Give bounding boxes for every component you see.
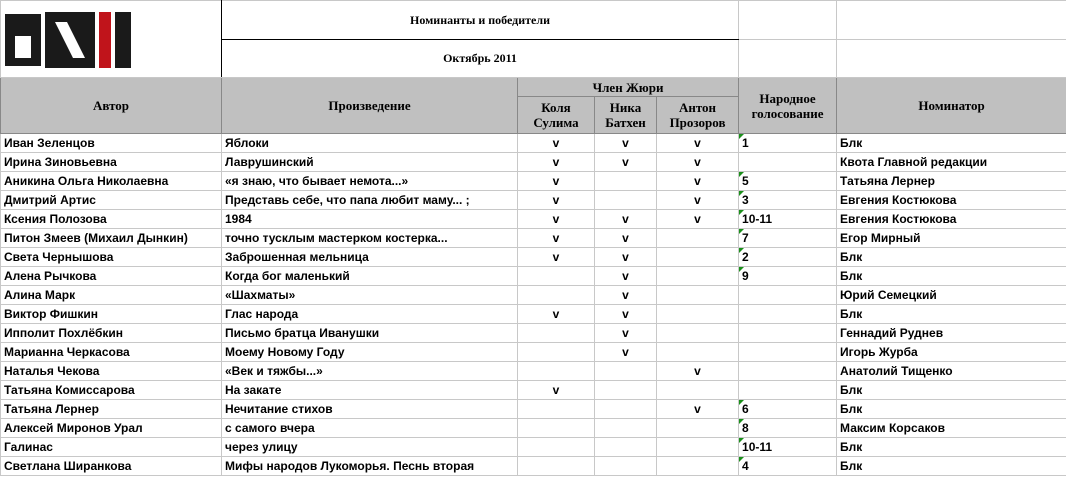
work-cell[interactable]: Нечитание стихов [222,400,518,419]
author-cell[interactable]: Ксения Полозова [1,210,222,229]
author-cell[interactable]: Алина Марк [1,286,222,305]
table-row [1,248,1066,267]
nominator-cell[interactable]: Евгения Костюкова [837,191,1066,210]
jury-check-cell[interactable]: v [595,324,657,343]
work-cell[interactable]: Когда бог маленький [222,267,518,286]
author-cell[interactable]: Виктор Фишкин [1,305,222,324]
vote-cell[interactable]: 3 [739,191,837,210]
jury-check-cell[interactable]: v [518,153,595,172]
table-row [1,153,1066,172]
empty-cell[interactable] [837,1,1066,40]
vote-cell[interactable] [739,362,837,381]
jury-check-cell[interactable]: v [518,305,595,324]
jury-check-cell[interactable] [518,400,595,419]
jury-check-cell[interactable]: v [657,172,739,191]
author-cell[interactable]: Светлана Ширанкова [1,457,222,476]
author-cell[interactable]: Алена Рычкова [1,267,222,286]
jury-check-cell[interactable]: v [595,153,657,172]
table-row [1,419,1066,438]
jury-check-cell[interactable] [518,362,595,381]
empty-cell[interactable] [739,1,837,40]
jury-check-cell[interactable] [595,191,657,210]
table-row [1,381,1066,400]
jury-check-cell[interactable] [657,457,739,476]
nominator-cell[interactable]: Блк [837,438,1066,457]
author-cell[interactable]: Света Чернышова [1,248,222,267]
work-cell[interactable]: «Век и тяжбы...» [222,362,518,381]
jury-check-cell[interactable] [657,248,739,267]
jury-check-cell[interactable] [657,419,739,438]
table-row [1,286,1066,305]
jury-check-cell[interactable]: v [657,191,739,210]
author-cell[interactable]: Алексей Миронов Урал [1,419,222,438]
author-cell[interactable]: Галинас [1,438,222,457]
jury-check-cell[interactable] [595,172,657,191]
work-cell[interactable]: Лаврушинский [222,153,518,172]
table-row [1,172,1066,191]
jury-check-cell[interactable] [518,267,595,286]
author-cell[interactable]: Аникина Ольга Николаевна [1,172,222,191]
jury-check-cell[interactable] [657,381,739,400]
jury-check-cell[interactable]: v [595,248,657,267]
jury-check-cell[interactable] [518,438,595,457]
table-row [1,438,1066,457]
work-cell[interactable]: Представь себе, что папа любит маму... ; [222,191,518,210]
jury-check-cell[interactable]: v [595,229,657,248]
vote-cell[interactable]: 8 [739,419,837,438]
table-row [1,267,1066,286]
nominator-cell[interactable]: Егор Мирный [837,229,1066,248]
work-cell[interactable]: «я знаю, что бывает немота...» [222,172,518,191]
jury-check-cell[interactable]: v [518,248,595,267]
nominator-cell[interactable]: Юрий Семецкий [837,286,1066,305]
nominator-cell[interactable]: Игорь Журба [837,343,1066,362]
table-row [1,457,1066,476]
logo-cell [1,1,222,78]
jury-check-cell[interactable] [518,343,595,362]
col-header-jury-3: Антон Прозоров [657,97,739,134]
jury-check-cell[interactable]: v [657,153,739,172]
author-cell[interactable]: Иван Зеленцов [1,134,222,153]
jury-check-cell[interactable]: v [657,400,739,419]
col-header-jury: Член Жюри [518,78,739,97]
jury-check-cell[interactable] [657,324,739,343]
vote-cell[interactable]: 9 [739,267,837,286]
nominator-cell[interactable]: Блк [837,305,1066,324]
page-subtitle: Октябрь 2011 [222,39,739,78]
author-cell[interactable]: Марианна Черкасова [1,343,222,362]
jury-check-cell[interactable]: v [595,305,657,324]
work-cell[interactable]: точно тусклым мастерком костерка... [222,229,518,248]
work-cell[interactable]: с самого вчера [222,419,518,438]
jury-check-cell[interactable] [595,419,657,438]
jury-check-cell[interactable] [657,438,739,457]
jury-check-cell[interactable]: v [518,210,595,229]
nominator-cell[interactable]: Блк [837,400,1066,419]
empty-cell[interactable] [837,39,1066,78]
jury-check-cell[interactable] [657,305,739,324]
empty-cell[interactable] [739,39,837,78]
nominator-cell[interactable]: Максим Корсаков [837,419,1066,438]
nominator-cell[interactable]: Квота Главной редакции [837,153,1066,172]
jury-check-cell[interactable]: v [518,134,595,153]
jury-check-cell[interactable] [595,438,657,457]
col-header-nominator: Номинатор [837,78,1066,134]
jury-check-cell[interactable]: v [595,210,657,229]
work-cell[interactable]: «Шахматы» [222,286,518,305]
jury-check-cell[interactable]: v [595,134,657,153]
col-header-author: Автор [1,78,222,134]
table-row [1,305,1066,324]
author-cell[interactable]: Дмитрий Артис [1,191,222,210]
author-cell[interactable]: Наталья Чекова [1,362,222,381]
work-cell[interactable]: Письмо братца Иванушки [222,324,518,343]
jury-check-cell[interactable]: v [657,210,739,229]
vote-cell[interactable] [739,153,837,172]
author-cell[interactable]: Ипполит Похлёбкин [1,324,222,343]
vote-cell[interactable]: 1 [739,134,837,153]
col-header-work: Произведение [222,78,518,134]
vote-cell[interactable] [739,343,837,362]
author-cell[interactable]: Ирина Зиновьевна [1,153,222,172]
col-header-jury-2: Ника Батхен [595,97,657,134]
work-cell[interactable]: через улицу [222,438,518,457]
vote-cell[interactable]: 7 [739,229,837,248]
jury-check-cell[interactable] [657,286,739,305]
vote-cell[interactable] [739,381,837,400]
work-cell[interactable]: Мифы народов Лукоморья. Песнь вторая [222,457,518,476]
table-row [1,324,1066,343]
nominator-cell[interactable]: Блк [837,134,1066,153]
vote-cell[interactable]: 10-11 [739,210,837,229]
jury-check-cell[interactable] [657,343,739,362]
vote-cell[interactable]: 5 [739,172,837,191]
vote-cell[interactable]: 10-11 [739,438,837,457]
vote-cell[interactable] [739,305,837,324]
jury-check-cell[interactable]: v [657,362,739,381]
jury-check-cell[interactable]: v [518,172,595,191]
jury-check-cell[interactable] [518,419,595,438]
nominator-cell[interactable]: Татьяна Лернер [837,172,1066,191]
nominator-cell[interactable]: Блк [837,267,1066,286]
table-row [1,343,1066,362]
vote-cell[interactable]: 2 [739,248,837,267]
logo [1,8,135,70]
jury-check-cell[interactable]: v [657,134,739,153]
jury-check-cell[interactable] [595,457,657,476]
author-cell[interactable]: Татьяна Комиссарова [1,381,222,400]
nominator-cell[interactable]: Блк [837,248,1066,267]
author-cell[interactable]: Татьяна Лернер [1,400,222,419]
jury-check-cell[interactable]: v [595,343,657,362]
work-cell[interactable]: Заброшенная мельница [222,248,518,267]
table-row [1,400,1066,419]
jury-check-cell[interactable] [518,457,595,476]
col-header-vote: Народное голосование [739,78,837,134]
nominator-cell[interactable]: Евгения Костюкова [837,210,1066,229]
jury-check-cell[interactable] [518,286,595,305]
table-row [1,134,1066,153]
vote-cell[interactable]: 6 [739,400,837,419]
table-row [1,191,1066,210]
nominator-cell[interactable]: Блк [837,457,1066,476]
table-row [1,229,1066,248]
author-cell[interactable]: Питон Змеев (Михаил Дынкин) [1,229,222,248]
work-cell[interactable]: Моему Новому Году [222,343,518,362]
nominator-cell[interactable]: Блк [837,381,1066,400]
vote-cell[interactable] [739,286,837,305]
table-row [1,210,1066,229]
work-cell[interactable]: На закате [222,381,518,400]
jury-check-cell[interactable] [595,400,657,419]
jury-check-cell[interactable] [595,362,657,381]
jury-check-cell[interactable]: v [595,286,657,305]
work-cell[interactable]: 1984 [222,210,518,229]
col-header-jury-1: Коля Сулима [518,97,595,134]
table-row [1,362,1066,381]
vote-cell[interactable]: 4 [739,457,837,476]
work-cell[interactable]: Глас народа [222,305,518,324]
jury-check-cell[interactable] [518,324,595,343]
page-title: Номинанты и победители [222,1,739,40]
work-cell[interactable]: Яблоки [222,134,518,153]
jury-check-cell[interactable]: v [518,381,595,400]
jury-check-cell[interactable] [595,381,657,400]
jury-check-cell[interactable]: v [595,267,657,286]
nominator-cell[interactable]: Анатолий Тищенко [837,362,1066,381]
jury-check-cell[interactable] [657,229,739,248]
jury-check-cell[interactable]: v [518,229,595,248]
vote-cell[interactable] [739,324,837,343]
nominator-cell[interactable]: Геннадий Руднев [837,324,1066,343]
jury-check-cell[interactable]: v [518,191,595,210]
jury-check-cell[interactable] [657,267,739,286]
